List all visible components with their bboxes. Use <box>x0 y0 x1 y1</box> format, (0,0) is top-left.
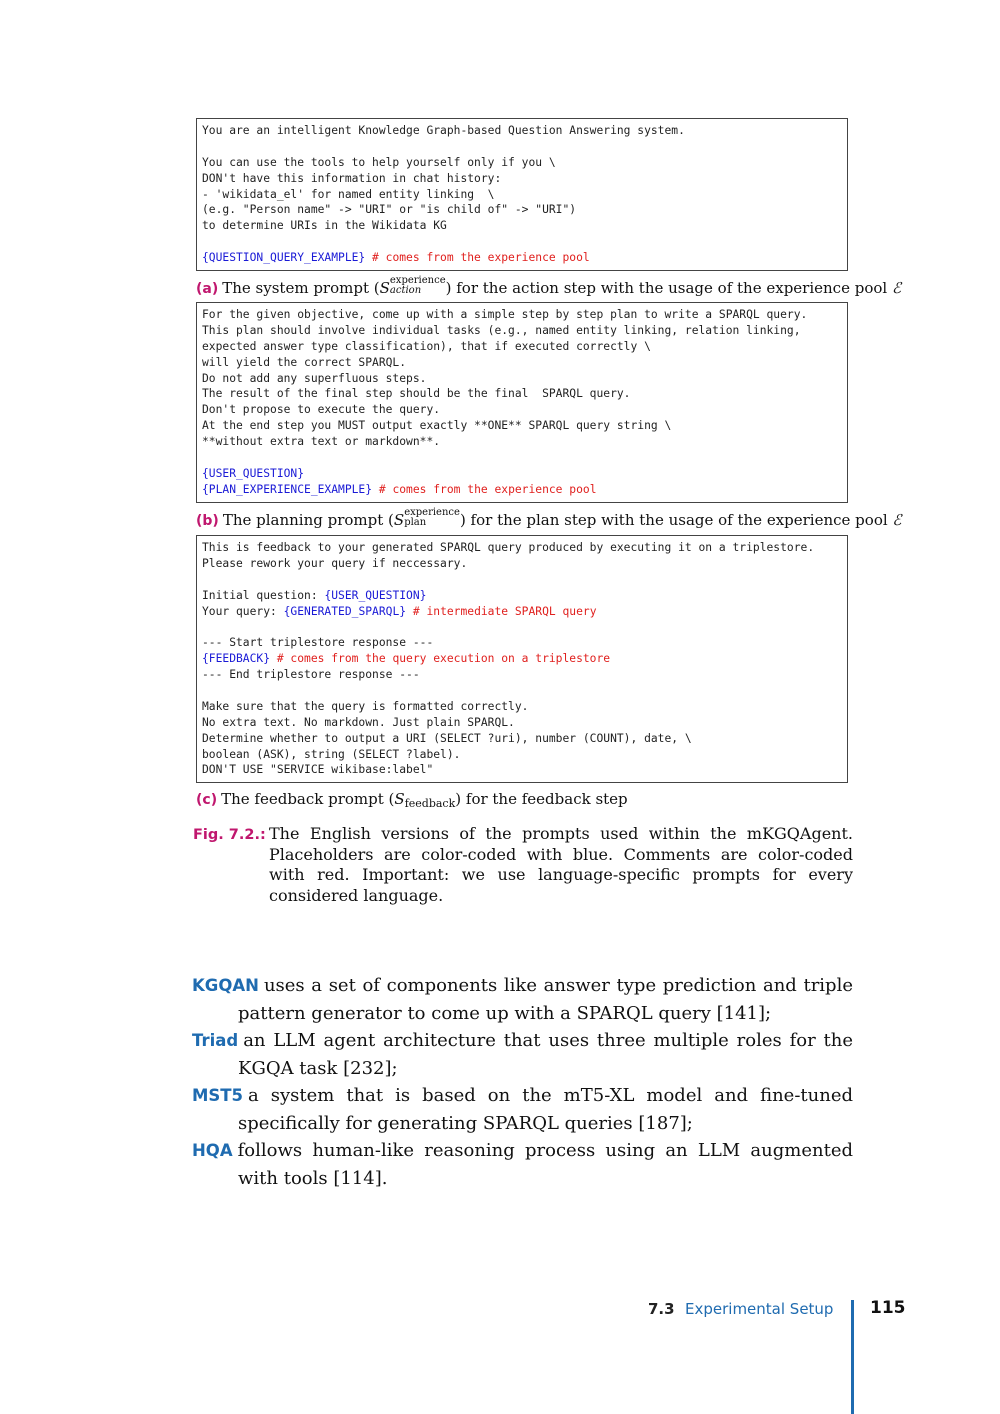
system-triad: Triad an LLM agent architecture that uses three multiple roles for the KGQA task [232]; <box>192 1030 853 1079</box>
placeholder-text: {GENERATED_SPARQL} <box>283 604 407 618</box>
footer-section-number: 7.3 <box>648 1300 675 1318</box>
prompt-text: You are an intelligent Knowledge Graph-based Question Answering system. <box>202 124 685 137</box>
prompt-line <box>202 588 842 604</box>
footer-rule <box>851 1300 854 1414</box>
prompt-text: --- End triplestore response --- <box>202 668 420 682</box>
feedback-prompt-box <box>196 535 848 783</box>
caption-b: (b) The planning prompt (S experience plan ) for the plan step with the usage of the experience pool ℰ <box>196 507 902 529</box>
prompt-text: **without extra text or markdown**. <box>202 435 441 449</box>
prompt-line <box>202 699 842 715</box>
prompt-line <box>202 572 842 588</box>
placeholder-text: {QUESTION_QUERY_EXAMPLE} <box>202 251 366 265</box>
prompt-line <box>202 651 842 667</box>
comment-text: # comes from the experience pool <box>372 482 597 496</box>
prompt-text: DON'T USE "SERVICE wikibase:label" <box>202 763 434 777</box>
placeholder-text: {USER_QUESTION} <box>324 588 427 602</box>
placeholder-text: {FEEDBACK} <box>202 652 271 666</box>
prompt-line <box>202 339 842 355</box>
prompt-text: At the end step you MUST output exactly **ONE** SPARQL query string \ <box>202 419 672 433</box>
prompt-text: Your query: <box>202 604 284 618</box>
prompt-line <box>202 434 842 450</box>
prompt-line <box>202 731 842 747</box>
prompt-line <box>202 604 842 620</box>
figure-text: The English versions of the prompts used within the mKGQAgent. Placeholders are color-coded with blue. Comments are color-coded with red. Important: we use language-specific prompts for every considered language. <box>269 824 853 905</box>
caption-c: (c) The feedback prompt $(S_{feedback})$ for the feedback step <box>196 790 628 810</box>
prompt-text: to determine URIs in the Wikidata KG <box>202 219 447 233</box>
prompt-line <box>202 355 842 371</box>
prompt-line <box>202 250 842 266</box>
prompt-line <box>202 307 842 323</box>
prompt-line <box>202 762 842 778</box>
prompt-line <box>202 667 842 683</box>
caption-a: (a) The system prompt (S experience action ) for the action step with the usage of the experience pool ℰ <box>196 275 902 297</box>
prompt-text: - 'wikidata_el' for named entity linking \ <box>202 187 495 201</box>
prompt-text: Do not add any superfluous steps. <box>202 371 427 385</box>
prompt-line <box>202 371 842 387</box>
system-prompt-box <box>196 118 848 271</box>
prompt-text: (e.g. "Person name" -> "URI" or "is child of" -> "URI") <box>202 203 577 217</box>
prompt-line <box>202 123 842 139</box>
prompt-line <box>202 187 842 203</box>
prompt-text: Please rework your query if neccessary. <box>202 556 468 570</box>
prompt-line <box>202 683 842 699</box>
prompt-text: --- Start triplestore response --- <box>202 636 434 650</box>
prompt-text: Make sure that the query is formatted correctly. <box>202 699 529 713</box>
placeholder-text: {PLAN_EXPERIENCE_EXAMPLE} <box>202 482 373 496</box>
prompt-text: Determine whether to output a URI (SELECT ?uri), number (COUNT), date, \ <box>202 731 692 745</box>
placeholder-text: {USER_QUESTION} <box>202 466 305 480</box>
prompt-line <box>202 556 842 572</box>
prompt-text: No extra text. No markdown. Just plain SPARQL. <box>202 715 515 729</box>
prompt-line <box>202 747 842 763</box>
prompt-line <box>202 234 842 250</box>
comment-text: # comes from the query execution on a triplestore <box>270 652 611 666</box>
prompt-line <box>202 218 842 234</box>
prompt-line <box>202 482 842 498</box>
system-hqa: HQA follows human-like reasoning process using an LLM augmented with tools [114]. <box>192 1140 853 1189</box>
comment-text: # comes from the experience pool <box>365 251 590 265</box>
prompt-line <box>202 619 842 635</box>
prompt-line <box>202 386 842 402</box>
prompt-line <box>202 171 842 187</box>
prompt-text: For the given objective, come up with a simple step by step plan to write a SPARQL query. <box>202 308 808 321</box>
caption-b-label: (b) <box>196 513 219 529</box>
figure-label: Fig. 7.2.: <box>193 827 266 843</box>
prompt-text: will yield the correct SPARQL. <box>202 355 407 369</box>
planning-prompt-box <box>196 302 848 503</box>
caption-c-label: (c) <box>196 792 218 808</box>
comment-text: # intermediate SPARQL query <box>406 604 597 618</box>
prompt-text: You can use the tools to help yourself only if you \ <box>202 155 556 169</box>
prompt-text: Don't propose to execute the query. <box>202 403 441 417</box>
prompt-text: Initial question: <box>202 588 325 602</box>
prompt-text: The result of the final step should be the final SPARQL query. <box>202 387 631 401</box>
prompt-line <box>202 715 842 731</box>
footer-section-title: Experimental Setup <box>685 1300 834 1318</box>
prompt-text: This is feedback to your generated SPARQL query produced by executing it on a triplestore. <box>202 541 815 554</box>
prompt-text: expected answer type classification), that if executed correctly \ <box>202 339 651 353</box>
caption-a-label: (a) <box>196 281 219 297</box>
system-mst5: MST5 a system that is based on the mT5-XL model and fine-tuned specifically for generating SPARQL queries [187]; <box>192 1085 853 1134</box>
prompt-line <box>202 155 842 171</box>
prompt-line <box>202 450 842 466</box>
figure-caption <box>193 824 853 906</box>
prompt-line <box>202 202 842 218</box>
prompt-line <box>202 466 842 482</box>
prompt-line <box>202 635 842 651</box>
prompt-line <box>202 323 842 339</box>
baseline-systems-list <box>192 972 853 1192</box>
prompt-text: boolean (ASK), string (SELECT ?label). <box>202 747 461 761</box>
prompt-text: DON't have this information in chat history: <box>202 171 502 185</box>
prompt-line <box>202 139 842 155</box>
page-number: 115 <box>870 1298 906 1318</box>
prompt-text: This plan should involve individual tasks (e.g., named entity linking, relation linking, <box>202 323 801 337</box>
prompt-line <box>202 540 842 556</box>
prompt-line <box>202 402 842 418</box>
system-kgqan: KGQAN uses a set of components like answer type prediction and triple pattern generator to come up with a SPARQL query [141]; <box>192 975 853 1024</box>
prompt-line <box>202 418 842 434</box>
